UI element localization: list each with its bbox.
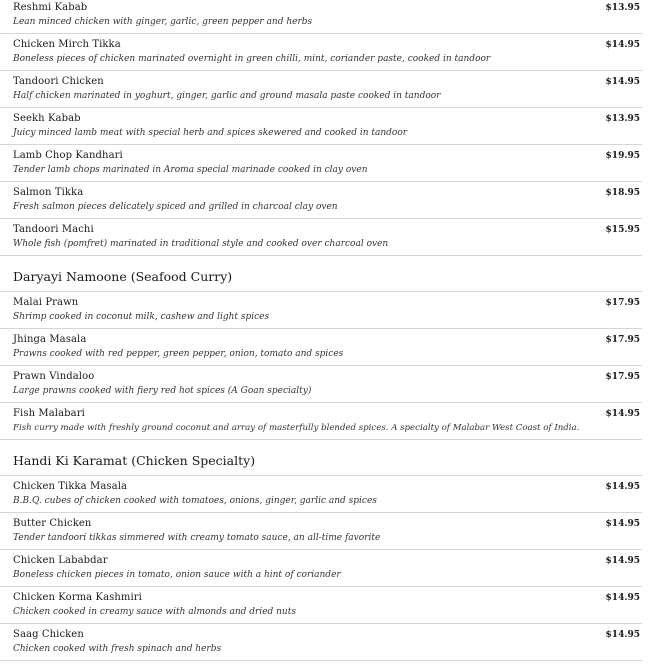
item-name: Saag Chicken: [13, 629, 84, 640]
item-description: Whole fish (pomfret) marinated in traditional style and cooked over charcoal oven: [13, 239, 389, 249]
item-description: Fish curry made with freshly ground coconut and array of masterfully blended spices. A specialty of Malabar West Coast of India.: [13, 423, 580, 433]
menu-item-seekh-kabab: [0, 108, 642, 145]
item-price: $14.95: [605, 409, 640, 419]
item-price: $14.95: [605, 556, 640, 566]
item-description: B.B.Q. cubes of chicken cooked with tomatoes, onions, ginger, garlic and spices: [13, 496, 377, 506]
item-name: Jhinga Masala: [13, 334, 87, 345]
menu-item-reshmi-kabab: [0, 0, 642, 34]
section-heading-seafood: [0, 256, 642, 292]
item-name: Chicken Mirch Tikka: [13, 39, 121, 50]
item-price: $13.95: [605, 3, 640, 13]
item-description: Chicken cooked in creamy sauce with almonds and dried nuts: [13, 607, 296, 617]
menu-item-chicken-korma-kashmiri: [0, 587, 642, 624]
item-description: Boneless pieces of chicken marinated overnight in green chilli, mint, coriander paste, cooked in tandoor: [13, 54, 491, 64]
section-title: Daryayi Namoone (Seafood Curry): [13, 269, 233, 284]
menu-item-salmon-tikka: [0, 182, 642, 219]
menu-item-chicken-tikka-masala: [0, 476, 642, 513]
item-description: Lean minced chicken with ginger, garlic, green pepper and herbs: [13, 17, 313, 27]
item-description: Boneless chicken pieces in tomato, onion sauce with a hint of coriander: [13, 570, 341, 580]
item-name: Butter Chicken: [13, 518, 92, 529]
item-name: Salmon Tikka: [13, 187, 84, 198]
section-heading-chicken: [0, 440, 642, 476]
item-description: Prawns cooked with red pepper, green pepper, onion, tomato and spices: [13, 349, 344, 359]
item-description: Large prawns cooked with fiery red hot spices (A Goan specialty): [13, 386, 312, 396]
item-description: Half chicken marinated in yoghurt, ginger, garlic and ground masala paste cooked in tandoor: [13, 91, 441, 101]
item-description: Shrimp cooked in coconut milk, cashew and light spices: [13, 312, 270, 322]
item-price: $13.95: [605, 114, 640, 124]
menu-item-prawn-vindaloo: [0, 366, 642, 403]
item-name: Reshmi Kabab: [13, 2, 88, 13]
item-name: Lamb Chop Kandhari: [13, 150, 123, 161]
item-description: Chicken cooked with fresh spinach and herbs: [13, 644, 222, 654]
item-price: $14.95: [605, 77, 640, 87]
item-name: Tandoori Machi: [13, 224, 94, 235]
menu-item-tandoori-machi: [0, 219, 642, 256]
section-title: Handi Ki Karamat (Chicken Specialty): [13, 453, 256, 468]
menu-item-saag-chicken: [0, 624, 642, 661]
item-description: Fresh salmon pieces delicately spiced and grilled in charcoal clay oven: [13, 202, 338, 212]
item-name: Seekh Kabab: [13, 113, 81, 124]
menu-item-malai-prawn: [0, 292, 642, 329]
item-name: Chicken Tikka Masala: [13, 481, 128, 492]
menu-item-chicken-lababdar: [0, 550, 642, 587]
menu-item-chicken-mirch-tikka: [0, 34, 642, 71]
menu-item-fish-malabari: [0, 403, 642, 440]
item-price: $18.95: [605, 188, 640, 198]
item-description: Tender tandoori tikkas simmered with creamy tomato sauce, an all-time favorite: [13, 533, 381, 543]
item-name: Malai Prawn: [13, 297, 79, 308]
item-price: $14.95: [605, 630, 640, 640]
menu-item-jhinga-masala: [0, 329, 642, 366]
item-price: $17.95: [605, 372, 640, 382]
item-name: Prawn Vindaloo: [13, 371, 95, 382]
item-description: Tender lamb chops marinated in Aroma special marinade cooked in clay oven: [13, 165, 368, 175]
item-name: Chicken Lababdar: [13, 555, 108, 566]
menu-item-lamb-chop-kandhari: [0, 145, 642, 182]
item-name: Fish Malabari: [13, 408, 85, 419]
item-price: $15.95: [605, 225, 640, 235]
item-price: $19.95: [605, 151, 640, 161]
menu-item-tandoori-chicken: [0, 71, 642, 108]
item-description: Juicy minced lamb meat with special herb and spices skewered and cooked in tandoor: [13, 128, 408, 138]
item-name: Chicken Korma Kashmiri: [13, 592, 142, 603]
menu-item-butter-chicken: [0, 513, 642, 550]
item-price: $14.95: [605, 593, 640, 603]
item-price: $14.95: [605, 40, 640, 50]
item-price: $14.95: [605, 482, 640, 492]
item-name: Tandoori Chicken: [13, 76, 104, 87]
item-price: $14.95: [605, 519, 640, 529]
item-price: $17.95: [605, 335, 640, 345]
item-price: $17.95: [605, 298, 640, 308]
